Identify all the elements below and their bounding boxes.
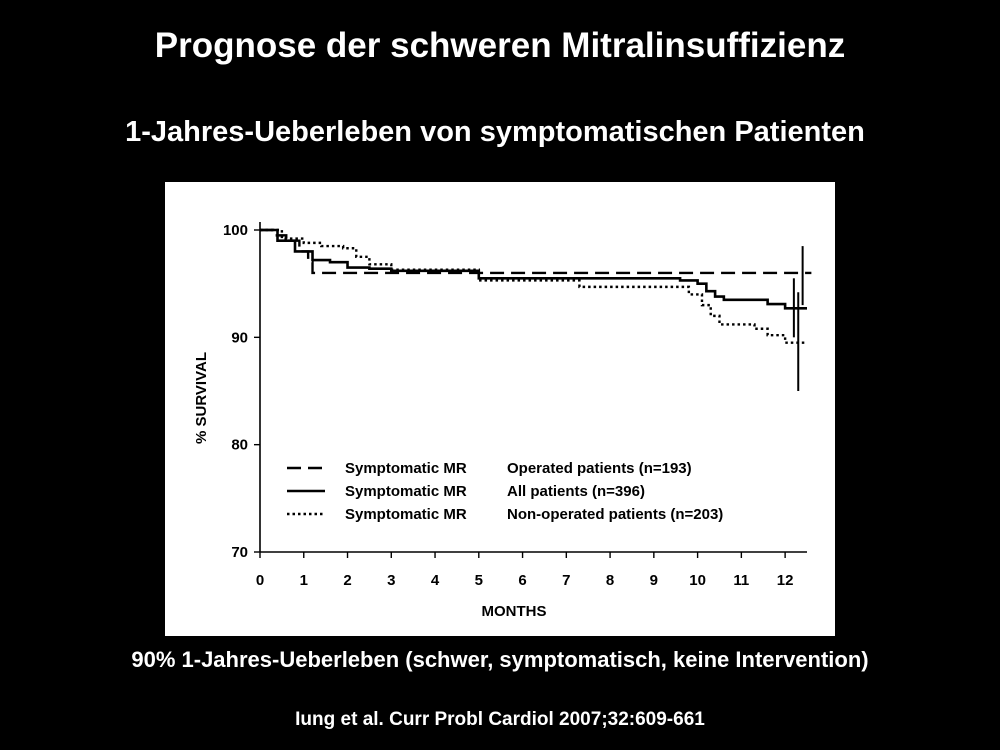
- legend-series-name: Symptomatic MR: [345, 483, 467, 500]
- x-tick-label: 7: [562, 572, 571, 589]
- survival-chart: [165, 182, 835, 636]
- x-tick-label: 9: [649, 572, 659, 589]
- y-tick-label: 100: [222, 222, 248, 239]
- x-tick-label: 0: [255, 572, 265, 589]
- legend-series-name: Symptomatic MR: [345, 460, 467, 477]
- y-axis-label: % SURVIVAL: [193, 352, 210, 444]
- x-axis-label: MONTHS: [481, 603, 547, 620]
- survival-chart-panel: [165, 182, 835, 636]
- legend-group-label: All patients (n=396): [507, 483, 645, 500]
- slide-title: Prognose der schweren Mitralinsuffizienz: [154, 26, 846, 65]
- x-tick-label: 10: [689, 572, 706, 589]
- series-layer: [260, 230, 811, 391]
- y-tick-label: 90: [231, 329, 248, 347]
- x-tick-label: 5: [474, 572, 483, 589]
- legend: [287, 460, 723, 523]
- x-tick-label: 12: [776, 572, 794, 589]
- slide-subtitle: 1-Jahres-Ueberleben von symptomatischen Patienten: [125, 116, 865, 148]
- series-line-solid: [260, 230, 807, 308]
- x-tick-label: 4: [430, 572, 440, 589]
- legend-series-name: Symptomatic MR: [345, 506, 467, 523]
- conclusion-text: 90% 1-Jahres-Ueberleben (schwer, symptomatisch, keine Intervention): [131, 647, 869, 672]
- legend-group-label: Operated patients (n=193): [507, 460, 692, 477]
- x-tick-label: 1: [299, 572, 308, 589]
- y-tick-label: 70: [231, 544, 248, 561]
- x-tick-label: 2: [343, 572, 352, 589]
- x-tick-label: 6: [518, 572, 527, 589]
- x-tick-label: 8: [605, 572, 615, 589]
- y-tick-label: 80: [231, 436, 248, 454]
- series-line-dashed: [260, 230, 811, 273]
- x-tick-label: 3: [387, 572, 396, 589]
- series-line-dotted: [260, 230, 807, 343]
- citation-text: Iung et al. Curr Probl Cardiol 2007;32:609-661: [295, 709, 705, 730]
- legend-group-label: Non-operated patients (n=203): [507, 506, 724, 523]
- x-tick-label: 11: [733, 572, 750, 589]
